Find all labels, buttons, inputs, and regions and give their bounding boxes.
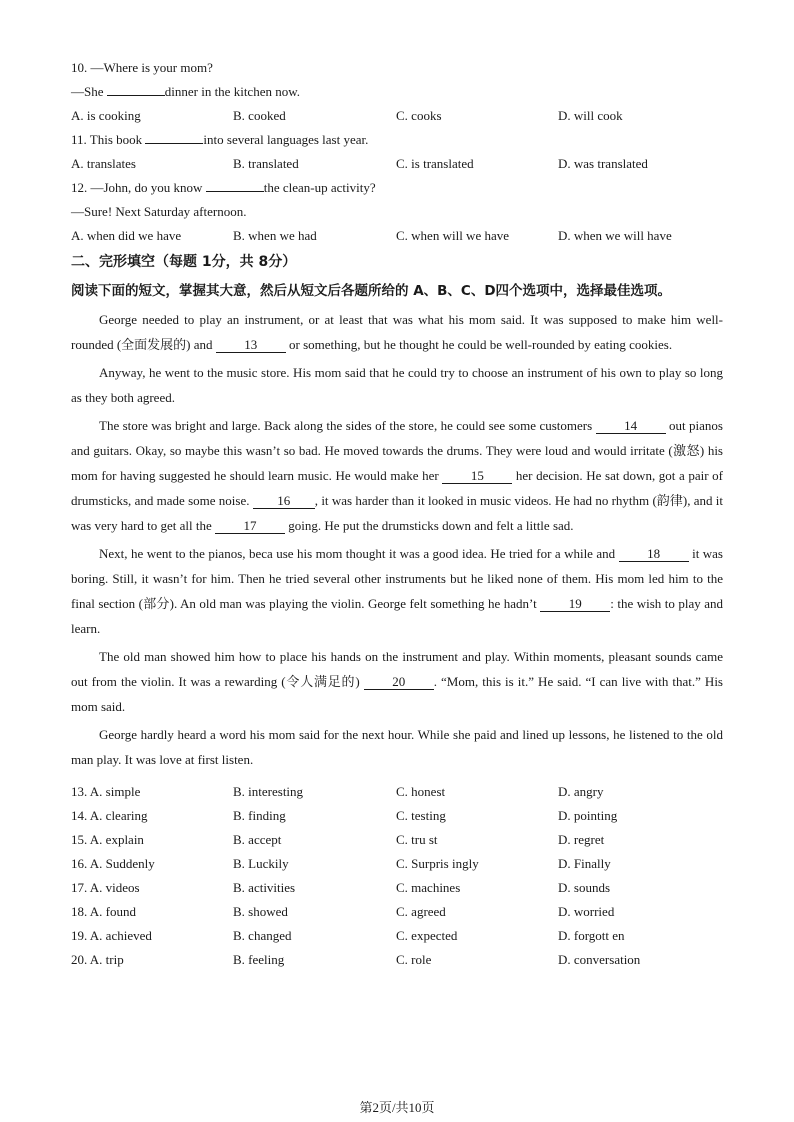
q10-option-a: A. is cooking [71, 108, 141, 123]
answer-row-18 [71, 900, 723, 924]
q11-option-d: D. was translated [558, 156, 648, 171]
answer-row-13 [71, 780, 723, 804]
blank-15: 15 [442, 468, 512, 484]
option-d: D. sounds [558, 880, 611, 895]
option-a: 19. A. achieved [71, 928, 152, 943]
blank-19: 19 [540, 596, 610, 612]
passage-text: The store was bright and large. Back along the sides of the store, he could see some customers [99, 418, 596, 433]
option-b: B. changed [233, 928, 292, 943]
q10-stem: 10. —Where is your mom? [71, 60, 213, 75]
blank-18: 18 [619, 546, 689, 562]
passage-text: The old man showed him how to place his hands on the instrument and play. Within moments, pleasant sounds came out from the violin. It was a rewarding (令人满足的) [71, 649, 723, 689]
option-c: C. tru st [396, 832, 438, 847]
section-instruction: 阅读下面的短文，掌握其大意，然后从短文后各题所给的 A、B、C、D四个选项中，选择最佳选项。 [71, 283, 672, 299]
passage-text: George needed to play an instrument, or at least that was what his mom said. It was supposed to make him well-rounded (全面发展的) and [71, 312, 723, 352]
passage-text: , it was harder than it looked in music videos. He had no rhythm (韵律), and it was very hard to get all the [71, 493, 724, 533]
passage-text: . “Mom, this is it.” He said. “I can live with that.” His mom said. [71, 674, 723, 714]
answer-row-17 [71, 876, 723, 900]
option-b: B. Luckily [233, 856, 289, 871]
q10-line2-post: dinner in the kitchen now. [164, 84, 301, 99]
option-b: B. showed [233, 904, 288, 919]
option-a: 14. A. clearing [71, 808, 148, 823]
option-d: D. pointing [558, 808, 618, 823]
blank-14: 14 [596, 418, 666, 434]
blank-16: 16 [253, 493, 315, 509]
q10-options [71, 104, 723, 128]
passage-paragraph-4 [71, 541, 723, 641]
q10-blank [107, 95, 165, 96]
passage-paragraph-5 [71, 644, 723, 719]
answer-row-15 [71, 828, 723, 852]
option-d: D. worried [558, 904, 615, 919]
option-b: B. feeling [233, 952, 285, 967]
exam-page [71, 56, 723, 972]
q11-post: into several languages last year. [203, 132, 369, 147]
option-a: 15. A. explain [71, 832, 144, 847]
option-d: D. conversation [558, 952, 641, 967]
q11-blank [145, 143, 203, 144]
section-title: 二、完形填空（每题 1分，共 8分） [71, 254, 297, 270]
answer-row-14 [71, 804, 723, 828]
option-c: C. testing [396, 808, 446, 823]
passage-text: Next, he went to the pianos, beca use his mom thought it was a good idea. He tried for a while and [99, 546, 619, 561]
q12-option-b: B. when we had [233, 228, 317, 243]
blank-17: 17 [215, 518, 285, 534]
q12-pre: 12. —John, do you know [71, 180, 206, 195]
blank-20: 20 [364, 674, 434, 690]
q11-options [71, 152, 723, 176]
option-d: D. forgott en [558, 928, 625, 943]
q11-option-c: C. is translated [396, 156, 474, 171]
q12-stem [71, 176, 723, 200]
passage-text: it was boring. Still, it wasn’t for him. Then he tried several other instruments but he liked none of them. His mom led him to the final section (部分). An old man was playing the violin. George felt something he hadn’t [71, 546, 723, 611]
option-b: B. accept [233, 832, 282, 847]
q11-option-b: B. translated [233, 156, 299, 171]
q10-option-c: C. cooks [396, 108, 442, 123]
option-c: C. expected [396, 928, 458, 943]
passage-paragraph-3 [71, 413, 723, 538]
passage-paragraph-1 [71, 307, 723, 357]
passage-paragraph-2: Anyway, he went to the music store. His mom said that he could try to choose an instrument of his own to play so long as they both agreed. [71, 365, 723, 405]
passage-text: : the wish to play and learn. [71, 596, 723, 636]
passage-text: her decision. He sat down, got a pair of drumsticks, and made some noise. [71, 468, 723, 508]
passage-text: out pianos and guitars. Okay, so maybe this wasn’t so bad. He moved towards the drums. They were loud and would irritate (激怒) his mom for having suggested he should learn music. He would make her [71, 418, 723, 483]
option-c: C. role [396, 952, 432, 967]
option-d: D. Finally [558, 856, 611, 871]
answer-row-16 [71, 852, 723, 876]
option-a: 18. A. found [71, 904, 136, 919]
blank-13: 13 [216, 337, 286, 353]
q12-option-a: A. when did we have [71, 228, 182, 243]
option-c: C. agreed [396, 904, 446, 919]
q10-option-b: B. cooked [233, 108, 286, 123]
answer-row-20 [71, 948, 723, 972]
passage-paragraph-6: George hardly heard a word his mom said for the next hour. While she paid and lined up lessons, he listened to the old man play. It was love at first listen. [71, 727, 723, 767]
q10-line2 [71, 80, 723, 104]
q12-blank [206, 191, 264, 192]
option-b: B. interesting [233, 784, 304, 799]
q12-post: the clean-up activity? [263, 180, 376, 195]
option-a: 13. A. simple [71, 784, 141, 799]
option-a: 17. A. videos [71, 880, 140, 895]
q10-line2-pre: —She [71, 84, 107, 99]
answer-options [71, 780, 723, 972]
option-b: B. finding [233, 808, 286, 823]
q11-option-a: A. translates [71, 156, 136, 171]
option-d: D. angry [558, 784, 604, 799]
q12-option-d: D. when we will have [558, 228, 672, 243]
option-c: C. machines [396, 880, 461, 895]
q12-options [71, 224, 723, 248]
q11-pre: 11. This book [71, 132, 146, 147]
passage-text: going. He put the drumsticks down and felt a little sad. [285, 518, 574, 533]
page-number-footer: 第2页/共10页 [359, 1100, 435, 1115]
option-c: C. honest [396, 784, 446, 799]
answer-row-19 [71, 924, 723, 948]
q10-option-d: D. will cook [558, 108, 623, 123]
option-b: B. activities [233, 880, 296, 895]
option-d: D. regret [558, 832, 605, 847]
q12-option-c: C. when will we have [396, 228, 510, 243]
q12-line2: —Sure! Next Saturday afternoon. [71, 204, 247, 219]
option-a: 20. A. trip [71, 952, 124, 967]
option-a: 16. A. Suddenly [71, 856, 155, 871]
option-c: C. Surpris ingly [396, 856, 479, 871]
q11-stem [71, 128, 723, 152]
passage-text: or something, but he thought he could be well-rounded by eating cookies. [285, 337, 673, 352]
